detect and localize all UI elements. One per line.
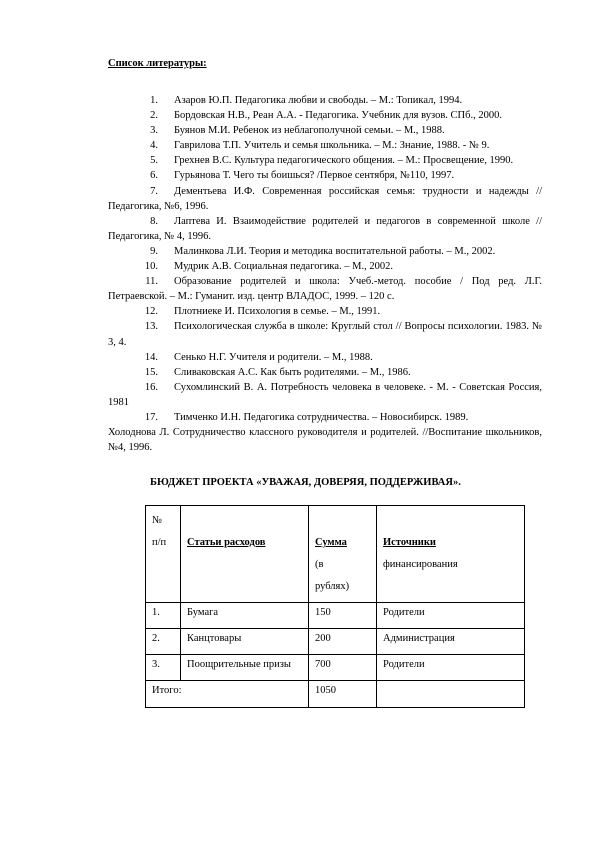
entry-number: 15. <box>144 366 158 378</box>
entry-number: 8. <box>150 215 158 227</box>
bibliography-entry <box>108 108 542 123</box>
bibliography-entry <box>108 123 542 138</box>
header-num-line: № <box>152 515 163 526</box>
entry-text: Тимченко И.Н. Педагогика сотрудничества. – Новосибирск. 1989. <box>174 411 469 423</box>
budget-row <box>146 655 525 681</box>
bibliography-entry <box>108 425 542 455</box>
bibliography-entry <box>108 168 542 183</box>
bibliography-entry <box>108 184 542 214</box>
entry-text: Плотниеке И. Психология в семье. – М., 1991. <box>174 306 381 318</box>
entry-text: Грехнев В.С. Культура педагогического общения. – М.: Просвещение, 1990. <box>174 155 514 167</box>
budget-cell-num: 2. <box>146 629 181 655</box>
entry-number: 3. <box>150 125 158 137</box>
bibliography-entry <box>108 380 542 410</box>
budget-row <box>146 603 525 629</box>
entry-number: 14. <box>144 351 158 363</box>
entry-text: Гаврилова Т.П. Учитель и семья школьника. – М.: Знание, 1988. - № 9. <box>174 140 490 152</box>
entry-number: 7. <box>150 185 158 197</box>
entry-text: Холоднова Л. Сотрудничество классного руководителя и родителей. //Воспитание школьников, №4, 1996. <box>108 427 542 454</box>
entry-number: 11. <box>145 276 158 288</box>
entry-text: Образование родителей и школа: Учеб.-метод. пособие / Под ред. Л.Г. Петраевской. – М.: Гуманит. изд. центр ВЛАДОС, 1999. – 120 с. <box>108 276 542 303</box>
header-sum <box>309 506 377 603</box>
entry-text: Бордовская Н.В., Реан А.А. - Педагогика. Учебник для вузов. СПб., 2000. <box>174 110 502 122</box>
bibliography-heading: Список литературы: <box>108 58 207 69</box>
entry-text: Азаров Ю.П. Педагогика любви и свободы. – М.: Топикал, 1994. <box>174 95 463 106</box>
entry-text: Буянов М.И. Ребенок из неблагополучной семьи. – М., 1988. <box>174 125 445 137</box>
bibliography-entry <box>108 93 542 108</box>
entry-text: Малинкова Л.И. Теория и методика воспитательной работы. – М., 2002. <box>174 245 496 257</box>
budget-row <box>146 629 525 655</box>
header-sum-line: рублях) <box>315 581 350 592</box>
budget-table <box>145 505 525 708</box>
header-item-label: Статьи расходов <box>187 537 266 548</box>
entry-text: Гурьянова Т. Чего ты боишься? /Первое сентября, №110, 1997. <box>174 170 455 182</box>
entry-number: 10. <box>144 261 158 273</box>
entry-text: Сливаковская А.С. Как быть родителями. – М., 1986. <box>174 366 411 378</box>
budget-title: БЮДЖЕТ ПРОЕКТА «УВАЖАЯ, ДОВЕРЯЯ, ПОДДЕРЖИВАЯ». <box>150 477 461 488</box>
budget-total-row <box>146 681 525 708</box>
entry-text: Психологическая служба в школе: Круглый стол // Вопросы психологии. 1983. № 3, 4. <box>108 321 542 348</box>
bibliography-entry <box>108 244 542 259</box>
entry-number: 16. <box>144 381 158 393</box>
entry-number: 12. <box>144 306 158 318</box>
total-source <box>377 681 525 708</box>
bibliography-entry <box>108 365 542 380</box>
bibliography-entry <box>108 274 542 304</box>
entry-number: 9. <box>150 245 158 257</box>
entry-text: Мудрик А.В. Социальная педагогика. – М., 2002. <box>174 261 393 273</box>
budget-cell-num: 1. <box>146 603 181 629</box>
entry-text: Сенько Н.Г. Учителя и родители. – М., 1988. <box>174 351 373 363</box>
header-sum-line: (в <box>315 559 324 570</box>
entry-number: 5. <box>150 155 158 167</box>
total-sum: 1050 <box>309 681 377 708</box>
bibliography-entry <box>108 304 542 319</box>
bibliography-entry <box>108 410 542 425</box>
entry-number: 17. <box>144 411 158 423</box>
budget-cell-sum: 200 <box>309 629 377 655</box>
bibliography-list <box>108 93 542 455</box>
budget-cell-item: Канцтовары <box>181 629 309 655</box>
total-label: Итого: <box>146 681 309 708</box>
bibliography-entry <box>108 214 542 244</box>
entry-number: 1. <box>150 95 158 106</box>
header-source-line: Источники <box>383 537 436 548</box>
entry-text: Дементьева И.Ф. Современная российская семья: трудности и надежды //Педагогика, №6, 1996. <box>108 185 542 212</box>
budget-cell-item: Поощрительные призы <box>181 655 309 681</box>
budget-cell-num: 3. <box>146 655 181 681</box>
header-num-line: п/п <box>152 537 167 548</box>
entry-number: 6. <box>150 170 158 182</box>
header-num <box>146 506 181 603</box>
header-sum-line: Сумма <box>315 537 347 548</box>
bibliography-entry <box>108 350 542 365</box>
budget-cell-source: Родители <box>377 655 525 681</box>
budget-cell-sum: 150 <box>309 603 377 629</box>
budget-cell-source: Администрация <box>377 629 525 655</box>
budget-cell-item: Бумага <box>181 603 309 629</box>
bibliography-entry <box>108 259 542 274</box>
bibliography-entry <box>108 319 542 349</box>
entry-text: Сухомлинский В. А. Потребность человека в человеке. - М. - Советская Россия, 1981 <box>108 381 542 408</box>
entry-number: 4. <box>150 140 158 152</box>
bibliography-entry <box>108 138 542 153</box>
budget-cell-source: Родители <box>377 603 525 629</box>
header-source <box>377 506 525 603</box>
entry-number: 2. <box>150 110 158 122</box>
entry-number: 13. <box>144 321 158 333</box>
budget-header-row <box>146 506 525 603</box>
bibliography-entry <box>108 153 542 168</box>
header-source-line: финансирования <box>383 559 458 570</box>
entry-text: Лаптева И. Взаимодействие родителей и педагогов в современной школе //Педагогика, № 4, 1996. <box>108 215 542 242</box>
header-item <box>181 506 309 603</box>
budget-cell-sum: 700 <box>309 655 377 681</box>
